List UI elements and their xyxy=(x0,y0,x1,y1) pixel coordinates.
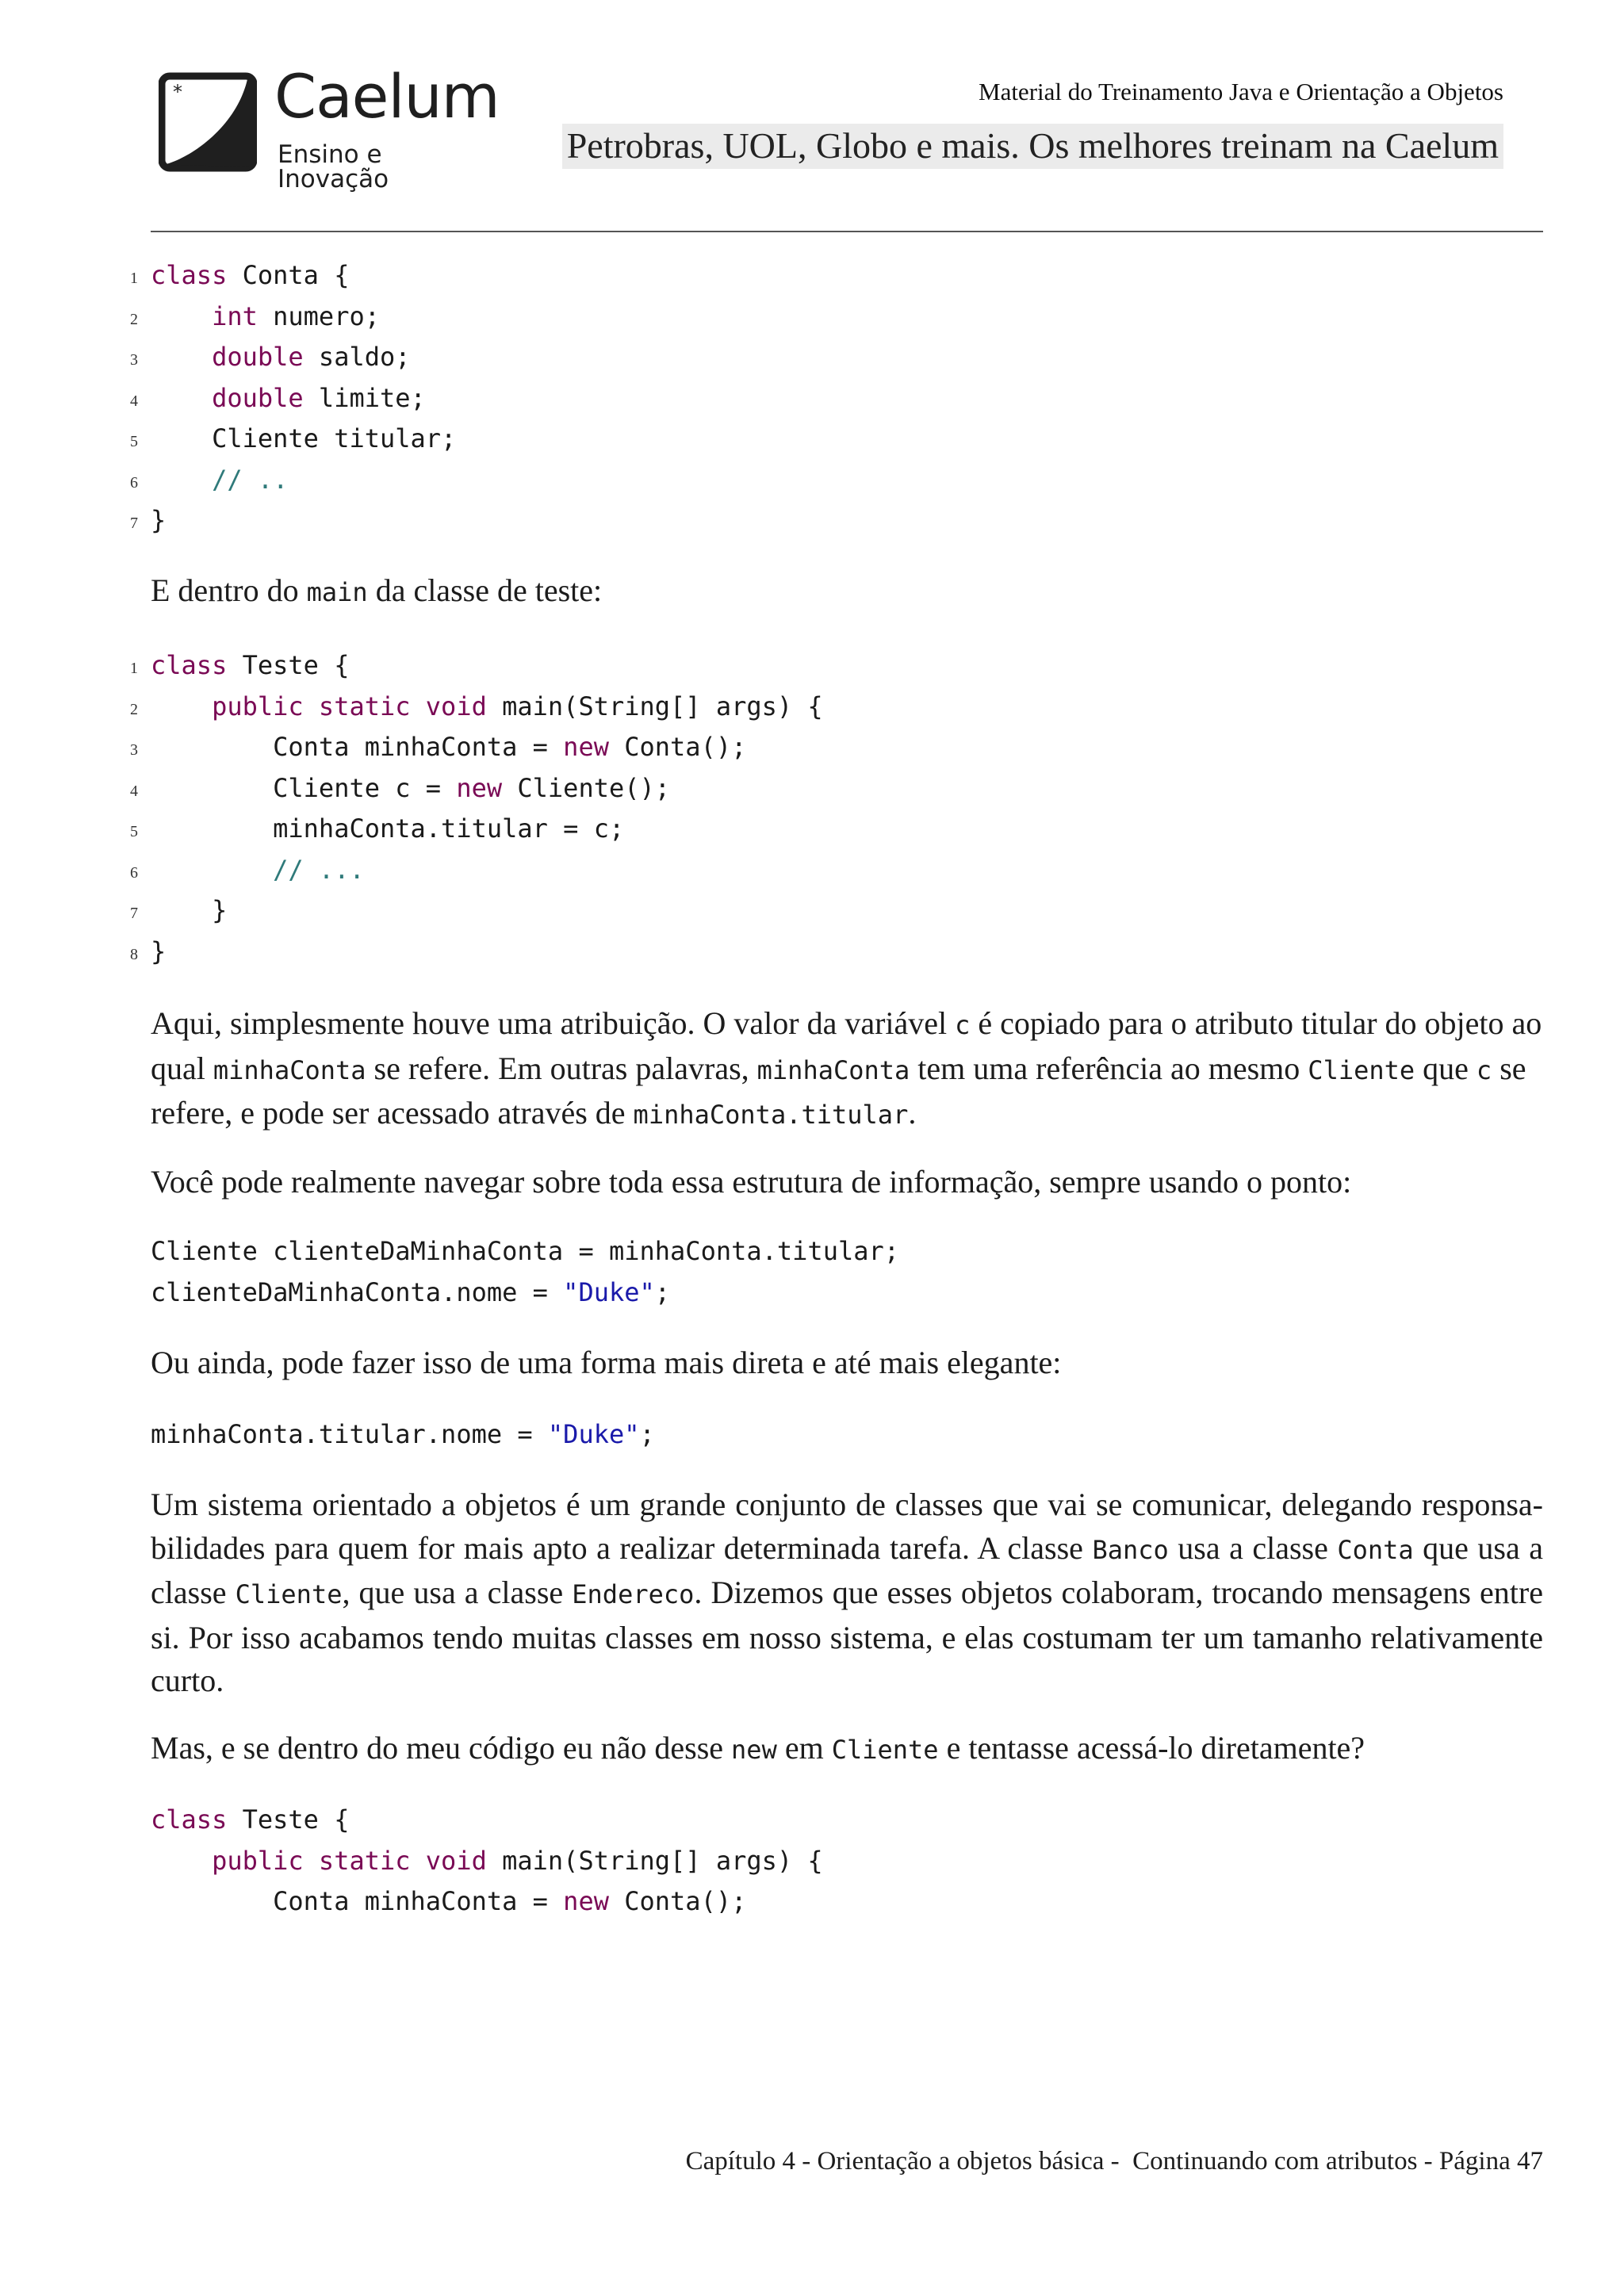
line-number: 5 xyxy=(130,433,138,450)
svg-text:*: * xyxy=(173,81,182,103)
code-line: 2 int numero; xyxy=(151,297,1543,338)
code-line: 5 minhaConta.titular = c; xyxy=(151,809,1543,850)
paragraph-pergunta-new: Mas, e se dentro do meu código eu não desse new em Cliente e tentasse acessá-lo diretamente? xyxy=(151,1729,1365,1766)
code-line: 1 class Conta { xyxy=(151,255,1543,297)
line-number: 4 xyxy=(130,392,138,410)
logo-wordmark: Caelum xyxy=(274,61,500,132)
line-number: 3 xyxy=(130,351,138,369)
code-line: 1 class Teste { xyxy=(151,645,1543,687)
line-number: 2 xyxy=(130,700,138,718)
code-line: 5 Cliente titular; xyxy=(151,419,1543,460)
code-line: 6 // ... xyxy=(151,850,1543,891)
line-number: 6 xyxy=(130,863,138,882)
code-line: 2 public static void main(String[] args) { xyxy=(151,687,1543,728)
paragraph-main-intro: E dentro do main da classe de teste: xyxy=(151,572,603,608)
paragraph-atribuicao: Aqui, simplesmente houve uma atribuição. O valor da variável c é copiado para o atributo titular do objeto ao qual minhaConta se refere. Em outras palavras, minhaConta tem uma referência ao mesmo Cliente que c se refere, e pode ser acessado através de minhaConta.titular. xyxy=(151,1005,1542,1131)
code-block-teste xyxy=(130,645,1543,972)
code-line: Conta minhaConta = new Conta(); xyxy=(273,1886,747,1916)
code-line: 8 } xyxy=(151,932,1543,973)
code-line: public static void main(String[] args) { xyxy=(212,1845,823,1876)
code-block-conta xyxy=(130,255,1543,541)
header-divider xyxy=(151,231,1543,232)
code-line: 7 } xyxy=(151,500,1543,541)
line-number: 1 xyxy=(130,660,138,677)
line-number: 7 xyxy=(130,905,138,922)
code-line: clienteDaMinhaConta.nome = "Duke"; xyxy=(151,1276,671,1307)
line-number: 3 xyxy=(130,741,138,759)
code-line: Cliente clienteDaMinhaConta = minhaConta.titular; xyxy=(151,1236,900,1266)
code-line: class Teste { xyxy=(151,1804,350,1835)
code-line: 3 Conta minhaConta = new Conta(); xyxy=(151,727,1543,768)
caelum-logo-icon xyxy=(159,71,257,173)
paragraph-sistema-oo: Um sistema orientado a objetos é um grande conjunto de classes que vai se comunicar, delegando responsa- bilidades para quem for mais apto a realizar determinada tarefa. A classe Banco usa a classe Conta que usa a classe Cliente, que usa a classe Endereco. Dizemos que esses objetos colaboram, trocando mensagens entre si. Por isso acabamos tendo muitas classes em nosso sistema, e elas costumam ter um tamanho relativamente curto. xyxy=(151,1487,1543,1698)
code-line: 4 double limite; xyxy=(151,378,1543,419)
code-line: 4 Cliente c = new Cliente(); xyxy=(151,768,1543,809)
line-number: 7 xyxy=(130,515,138,532)
code-line: 6 // .. xyxy=(151,460,1543,501)
caelum-logo xyxy=(159,61,500,193)
code-line: minhaConta.titular.nome = "Duke"; xyxy=(151,1418,655,1449)
material-title: Material do Treinamento Java e Orientação a Objetos xyxy=(979,78,1503,105)
code-block-cliente-nome xyxy=(151,1231,1543,1313)
code-line: 7 } xyxy=(151,890,1543,932)
header-ad-banner: Petrobras, UOL, Globo e mais. Os melhores treinam na Caelum xyxy=(562,124,1503,169)
code-line: 3 double saldo; xyxy=(151,337,1543,378)
logo-tagline: Ensino e Inovação xyxy=(278,140,389,193)
paragraph-direta: Ou ainda, pode fazer isso de uma forma mais direta e até mais elegante: xyxy=(151,1345,1062,1380)
paragraph-navegar: Você pode realmente navegar sobre toda essa estrutura de informação, sempre usando o ponto: xyxy=(151,1163,1352,1200)
line-number: 6 xyxy=(130,473,138,492)
code-block-titular-nome xyxy=(151,1414,1543,1456)
page-content xyxy=(130,255,1543,1923)
line-number: 2 xyxy=(130,310,138,328)
line-number: 1 xyxy=(130,270,138,287)
line-number: 4 xyxy=(130,782,138,800)
footer-section-page: Continuando com atributos - Página 47 xyxy=(1125,2147,1543,2175)
line-number: 8 xyxy=(130,945,138,963)
footer-chapter: Capítulo 4 - Orientação a objetos básica - xyxy=(685,2147,1126,2175)
code-block-teste-parcial xyxy=(151,1800,1543,1923)
line-number: 5 xyxy=(130,823,138,840)
page-footer xyxy=(686,2147,1543,2176)
